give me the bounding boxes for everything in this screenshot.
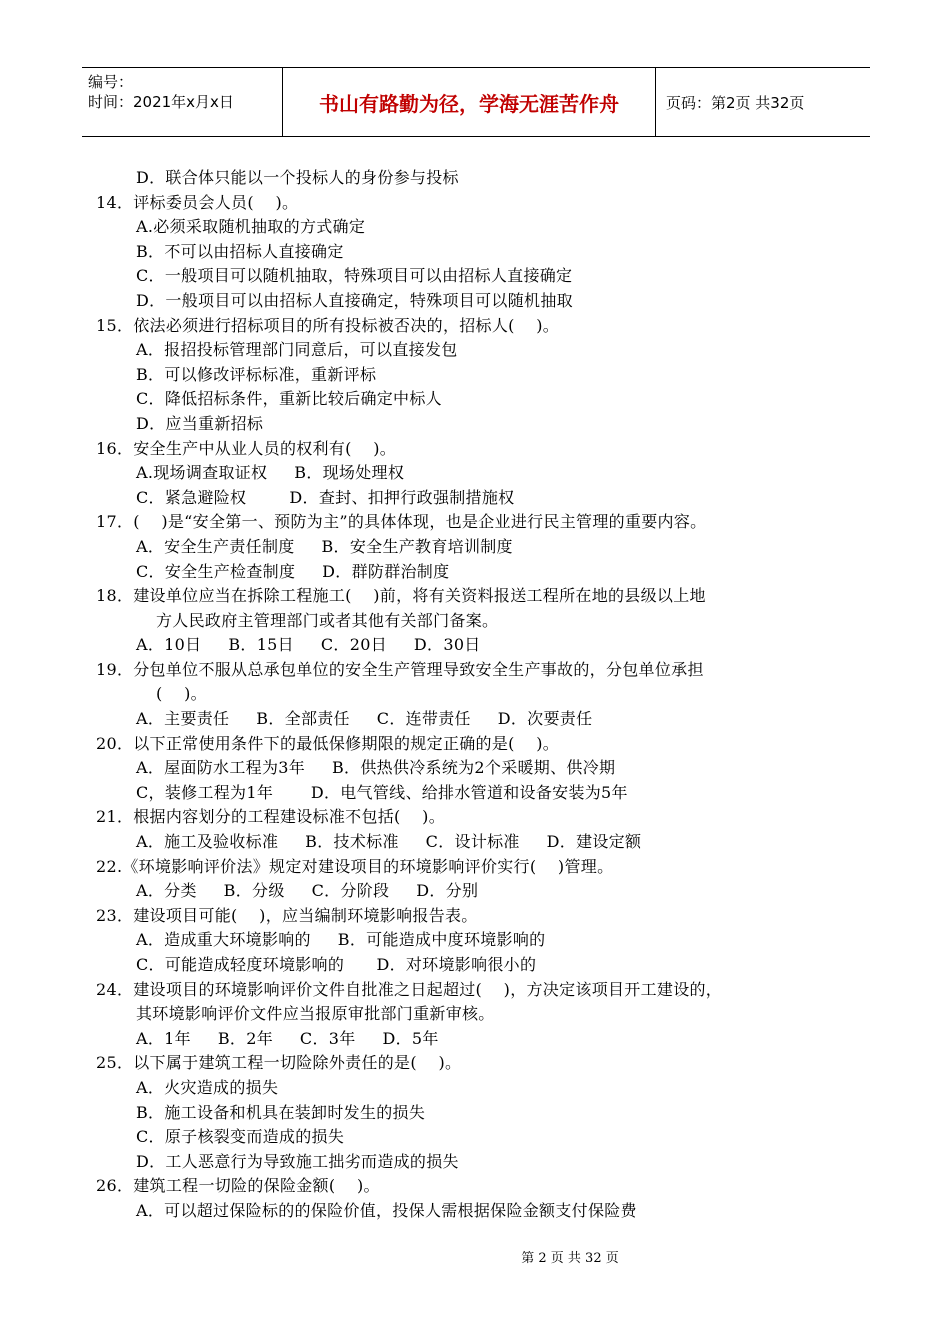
question-line: 20．以下正常使用条件下的最低保修期限的规定正确的是( )。 bbox=[96, 733, 560, 753]
option-line: C．安全生产检查制度 D．群防群治制度 bbox=[136, 561, 450, 581]
document-time-label: 时间：2021年x月x日 bbox=[88, 93, 234, 111]
option-line: A．主要责任 B．全部责任 C．连带责任 D．次要责任 bbox=[136, 709, 593, 729]
option-line: A．施工及验收标准 B．技术标准 C．设计标准 D．建设定额 bbox=[136, 832, 642, 852]
option-line: C．原子核裂变而造成的损失 bbox=[136, 1127, 345, 1147]
option-line: D．工人恶意行为导致施工拙劣而造成的损失 bbox=[136, 1151, 459, 1171]
page-header bbox=[82, 67, 870, 137]
header-page-number: 页码：第2页 共32页 bbox=[666, 93, 805, 112]
option-line: D．联合体只能以一个投标人的身份参与投标 bbox=[136, 168, 459, 187]
option-line: D．应当重新招标 bbox=[136, 413, 264, 433]
option-line: A．火灾造成的损失 bbox=[136, 1077, 279, 1097]
question-line: 26．建筑工程一切险的保险金额( )。 bbox=[96, 1176, 380, 1196]
option-line: A．造成重大环境影响的 B．可能造成中度环境影响的 bbox=[136, 930, 546, 950]
option-line: C．一般项目可以随机抽取，特殊项目可以由招标人直接确定 bbox=[136, 266, 573, 286]
question-continuation: 其环境影响评价文件应当报原审批部门重新审核。 bbox=[136, 1004, 495, 1024]
option-line: C，装修工程为1年 D．电气管线、给排水管道和设备安装为5年 bbox=[136, 782, 628, 802]
option-line: C．降低招标条件，重新比较后确定中标人 bbox=[136, 389, 442, 409]
question-continuation: 方人民政府主管理部门或者其他有关部门备案。 bbox=[156, 610, 499, 630]
option-line: D．一般项目可以由招标人直接确定，特殊项目可以随机抽取 bbox=[136, 290, 573, 310]
question-line: 24．建设项目的环境影响评价文件自批准之日起超过( )，方决定该项目开工建设的， bbox=[96, 979, 723, 999]
question-line: 17．( )是“安全第一、预防为主”的具体体现，也是企业进行民主管理的重要内容。 bbox=[96, 512, 707, 532]
option-line: A.现场调查取证权 B．现场处理权 bbox=[136, 463, 405, 483]
option-line: B．不可以由招标人直接确定 bbox=[136, 241, 344, 261]
header-meta bbox=[82, 68, 283, 136]
option-line: A．屋面防水工程为3年 B．供热供冷系统为2个采暖期、供冷期 bbox=[136, 758, 616, 778]
document-number-label: 编号： bbox=[88, 73, 134, 91]
option-line: A．10日 B．15日 C．20日 D．30日 bbox=[136, 635, 481, 655]
question-line: 19．分包单位不服从总承包单位的安全生产管理导致安全生产事故的，分包单位承担 bbox=[96, 659, 704, 679]
option-line: C．紧急避险权 D．查封、扣押行政强制措施权 bbox=[136, 487, 515, 507]
option-line: A.必须采取随机抽取的方式确定 bbox=[136, 217, 366, 237]
option-line: B．可以修改评标标准，重新评标 bbox=[136, 364, 377, 384]
question-line: 16．安全生产中从业人员的权利有( )。 bbox=[96, 438, 397, 458]
option-line: A．1年 B．2年 C．3年 D．5年 bbox=[136, 1028, 439, 1048]
question-line: 15．依法必须进行招标项目的所有投标被否决的，招标人( )。 bbox=[96, 315, 560, 335]
option-line: A．报招投标管理部门同意后，可以直接发包 bbox=[136, 340, 458, 360]
question-line: 22.《环境影响评价法》规定对建设项目的环境影响评价实行( )管理。 bbox=[96, 856, 614, 876]
question-line: 23．建设项目可能( )，应当编制环境影响报告表。 bbox=[96, 905, 478, 925]
option-line: A．分类 B．分级 C．分阶段 D．分别 bbox=[136, 881, 479, 901]
option-line: A．安全生产责任制度 B．安全生产教育培训制度 bbox=[136, 536, 513, 556]
question-line: 25．以下属于建筑工程一切险除外责任的是( )。 bbox=[96, 1053, 462, 1073]
page-footer: 第 2 页 共 32 页 bbox=[521, 1251, 619, 1266]
option-line: B．施工设备和机具在装卸时发生的损失 bbox=[136, 1102, 426, 1122]
option-line: A．可以超过保险标的的保险价值，投保人需根据保险金额支付保险费 bbox=[136, 1200, 637, 1220]
question-line: 18．建设单位应当在拆除工程施工( )前，将有关资料报送工程所在地的县级以上地 bbox=[96, 586, 706, 606]
question-line: 21．根据内容划分的工程建设标准不包括( )。 bbox=[96, 807, 445, 827]
question-line: 14．评标委员会人员( )。 bbox=[96, 192, 299, 212]
option-line: C．可能造成轻度环境影响的 D．对环境影响很小的 bbox=[136, 955, 537, 974]
header-motto: 书山有路勤为径，学海无涯苦作舟 bbox=[283, 68, 656, 136]
document-body bbox=[96, 166, 856, 1224]
question-continuation: ( )。 bbox=[156, 684, 207, 704]
